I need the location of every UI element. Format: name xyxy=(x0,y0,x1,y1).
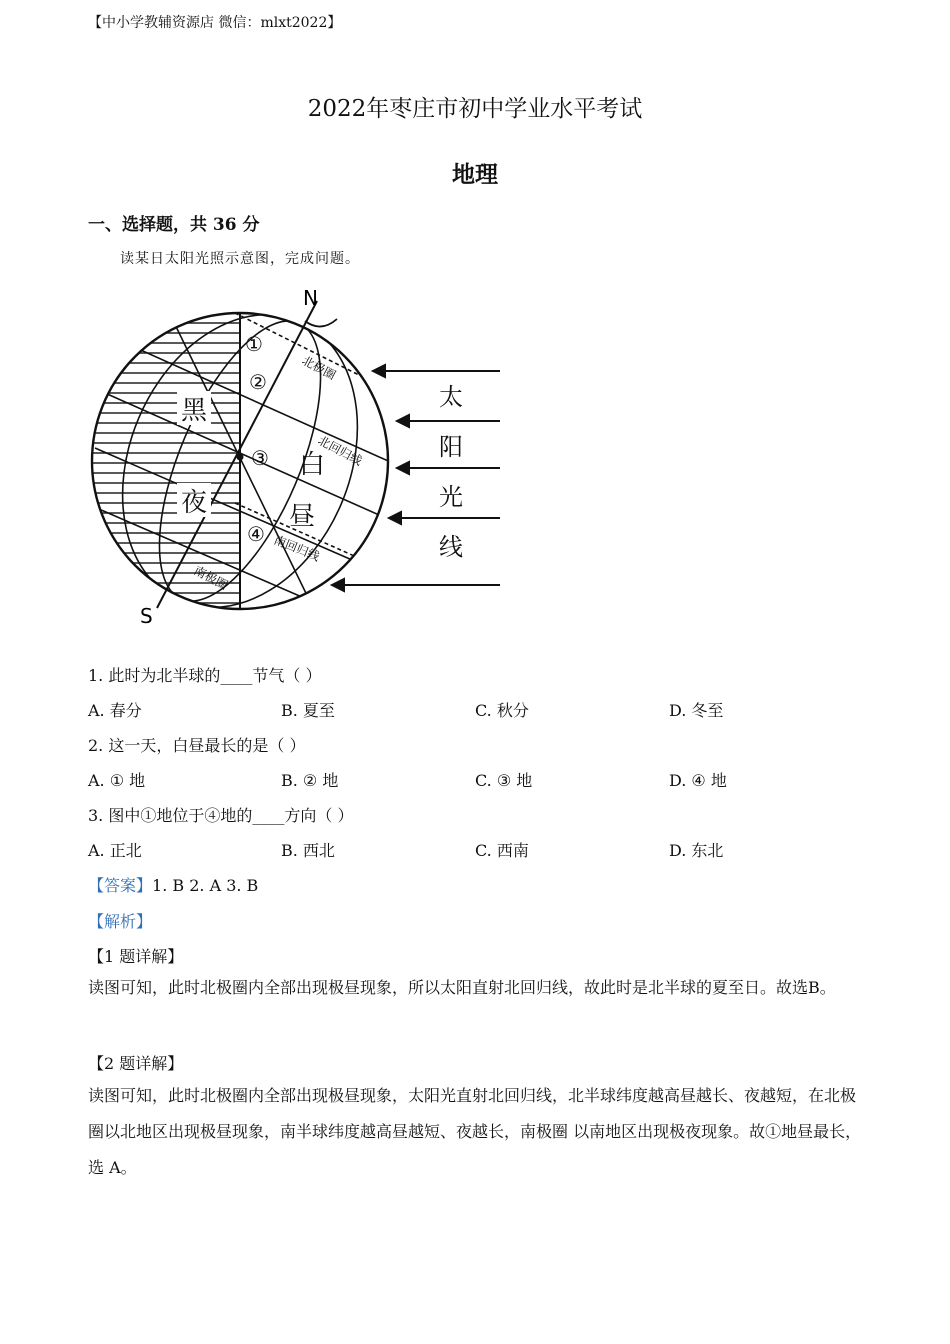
sun-char-2: 阳 xyxy=(439,433,463,461)
tropic-capricorn-label: 南回归线 xyxy=(271,532,322,564)
subject-title: 地理 xyxy=(452,161,498,188)
q2-option-d: D. ④ 地 xyxy=(669,771,727,790)
analysis-label: 【解析】 xyxy=(88,912,153,931)
equator-point xyxy=(237,454,244,461)
question-1-stem: 1. 此时为北半球的____节气（ ） xyxy=(88,666,322,685)
question-3-stem: 3. 图中①地位于④地的____方向（ ） xyxy=(88,806,354,825)
rotation-arrow-icon xyxy=(305,319,337,327)
detail-1-text: 读图可知，此时北极圈内全部出现极昼现象，所以太阳直射北回归线，故此时是北半球的夏至日。故选B。 xyxy=(88,978,836,997)
sun-char-1: 太 xyxy=(439,383,463,411)
q3-option-a: A. 正北 xyxy=(88,841,142,860)
south-label: S xyxy=(140,604,153,628)
arctic-circle-label: 北极圈 xyxy=(299,353,338,383)
q2-option-b: B. ② 地 xyxy=(281,771,339,790)
answer-line xyxy=(88,873,258,896)
sunlight-diagram xyxy=(85,283,515,628)
sun-char-3: 光 xyxy=(439,483,463,511)
q2-option-c: C. ③ 地 xyxy=(475,771,533,790)
exam-title: 2022年枣庄市初中学业水平考试 xyxy=(307,96,643,122)
section-heading: 一、选择题，共 36 分 xyxy=(88,215,260,235)
q3-option-d: D. 东北 xyxy=(669,841,724,860)
antarctic-circle-label: 南极圈 xyxy=(191,563,230,593)
day-char-1: 白 xyxy=(299,450,326,480)
intro-text: 读某日太阳光照示意图，完成问题。 xyxy=(120,251,360,267)
point-2-label: ② xyxy=(249,370,267,394)
earth-axis xyxy=(157,301,317,608)
q2-option-a: A. ① 地 xyxy=(88,771,146,790)
question-2-stem: 2. 这一天，白昼最长的是（ ） xyxy=(88,736,306,755)
point-1-label: ① xyxy=(245,332,263,356)
sun-rays xyxy=(332,365,500,591)
night-char-1: 黑 xyxy=(181,396,208,426)
night-char-2: 夜 xyxy=(181,488,208,518)
north-label: N xyxy=(303,286,318,310)
q1-option-d: D. 冬至 xyxy=(669,701,724,720)
detail-1-label: 【1 题详解】 xyxy=(88,947,184,966)
night-hatching xyxy=(85,323,245,603)
day-char-2: 昼 xyxy=(289,502,316,532)
point-3-label: ③ xyxy=(251,446,269,470)
q3-option-c: C. 西南 xyxy=(475,841,529,860)
q1-option-c: C. 秋分 xyxy=(475,701,529,720)
answer-label: 【答案】 xyxy=(88,876,153,895)
sun-char-4: 线 xyxy=(439,533,463,561)
detail-2-text: 读图可知，此时北极圈内全部出现极昼现象，太阳光直射北回归线，北半球纬度越高昼越长、夜越短，在北极圈以北地区出现极昼现象，南半球纬度越高昼越短、夜越长，南极圈 以南地区出现极夜现象。故①地昼最长，选 A。 xyxy=(88,1086,862,1177)
page-header: 【中小学教辅资源店 微信：mlxt2022】 xyxy=(88,15,342,31)
q1-option-b: B. 夏至 xyxy=(281,701,335,720)
point-4-label: ④ xyxy=(247,522,265,546)
q3-option-b: B. 西北 xyxy=(281,841,335,860)
q1-option-a: A. 春分 xyxy=(88,701,142,720)
detail-2-label: 【2 题详解】 xyxy=(88,1054,184,1073)
answer-text: 1. B 2. A 3. B xyxy=(152,876,259,895)
tropic-cancer-label: 北回归线 xyxy=(315,433,365,469)
